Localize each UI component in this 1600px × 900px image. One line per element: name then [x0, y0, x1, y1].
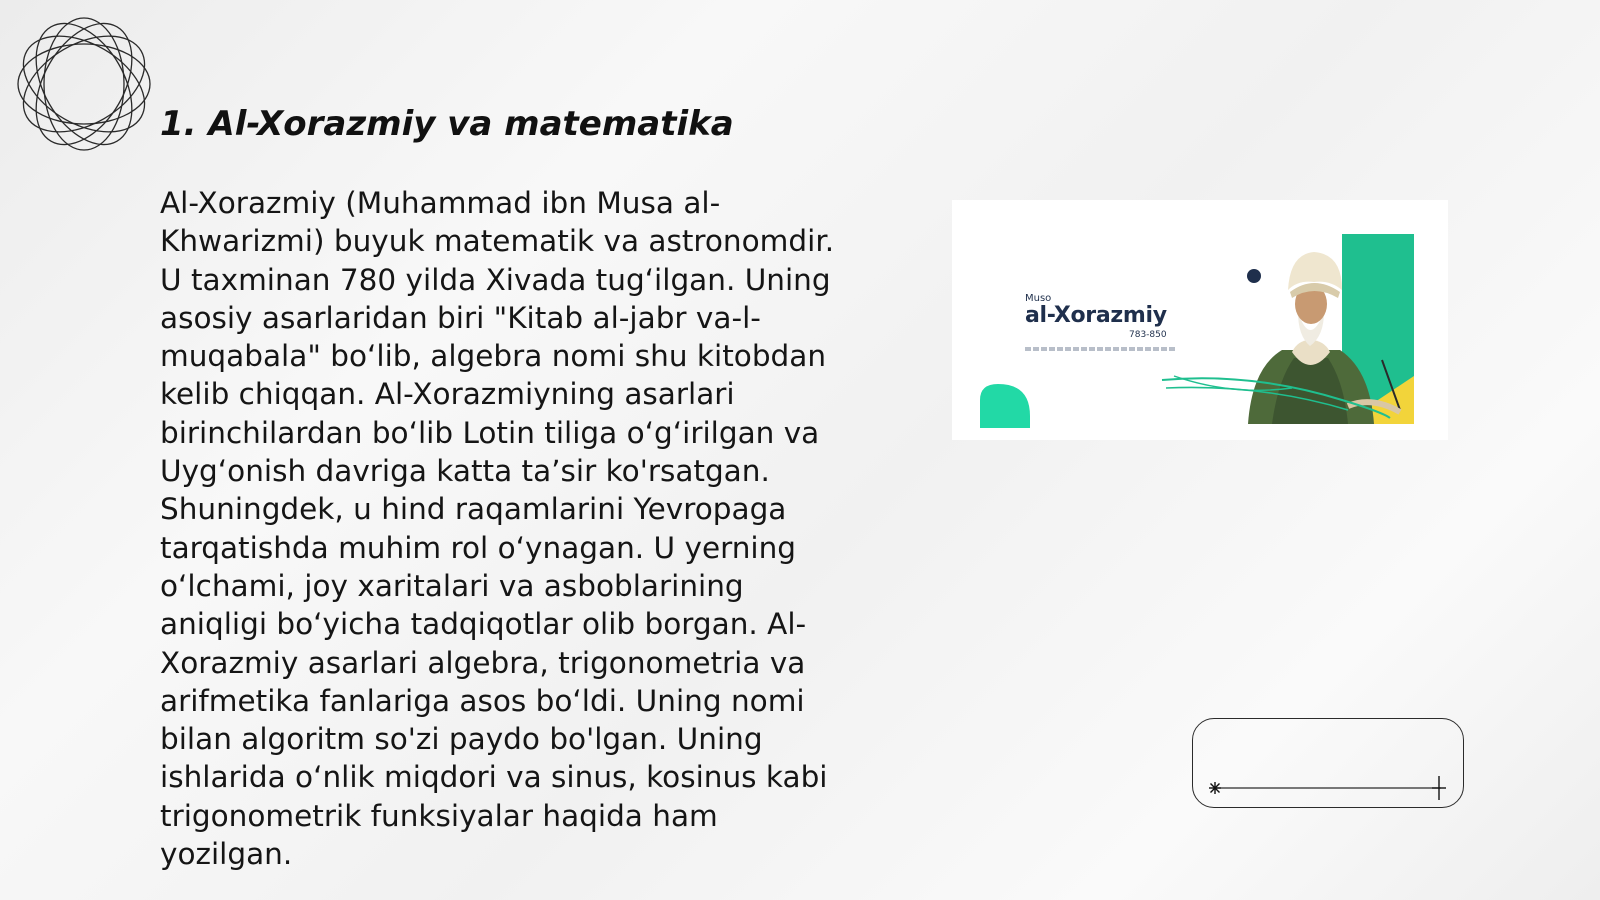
banner-name: al-Xorazmiy [1025, 303, 1167, 328]
body-line: Uyg‘onish davriga katta ta’sir ko'rsatgan. [160, 454, 770, 489]
body-line: muqabala" bo‘lib, algebra nomi shu kitobdan [160, 339, 827, 374]
body-line: aniqligi bo‘yicha tadqiqotlar olib borgan. Al- [160, 607, 807, 642]
slide-title: 1. Al-Xorazmiy va matematika [160, 104, 734, 144]
al-xorazmiy-banner-image [952, 200, 1448, 440]
body-paragraph [160, 184, 860, 873]
body-line: birinchilardan bo‘lib Lotin tiliga o‘g‘irilgan va [160, 415, 820, 450]
decorative-card [1192, 718, 1464, 808]
body-line: asosiy asarlaridan biri "Kitab al-jabr va-l- [160, 300, 761, 335]
body-line: tarqatishda muhim rol o‘ynagan. U yerning [160, 530, 797, 565]
sparkle-icon [1432, 776, 1446, 800]
body-line: kelib chiqqan. Al-Xorazmiyning asarlari [160, 377, 735, 412]
mint-shape [980, 384, 1030, 428]
body-line: bilan algoritm so'zi paydo bo'lgan. Uning [160, 722, 763, 757]
banner-years: 783-850 [1129, 330, 1167, 340]
body-line: ishlarida o‘nlik miqdori va sinus, kosinus kabi [160, 760, 828, 795]
banner-small-label: Muso [1025, 293, 1052, 304]
rosette-icon [10, 10, 158, 158]
body-line: trigonometrik funksiyalar haqida ham [160, 798, 718, 833]
body-line: o‘lchami, joy xaritalari va asboblarining [160, 568, 744, 603]
body-line: U taxminan 780 yilda Xivada tug‘ilgan. Uning [160, 262, 831, 297]
body-line: yozilgan. [160, 837, 293, 872]
star-icon [1209, 782, 1221, 794]
card-artwork [1193, 719, 1465, 809]
banner-subtitle-line [1025, 347, 1175, 351]
navy-dot-shape [1247, 269, 1261, 283]
body-line: Khwarizmi) buyuk matematik va astronomdir. [160, 224, 835, 259]
body-line: Xorazmiy asarlari algebra, trigonometria va [160, 645, 806, 680]
body-line: Al-Xorazmiy (Muhammad ibn Musa al- [160, 186, 721, 220]
body-line: Shuningdek, u hind raqamlarini Yevropaga [160, 492, 787, 527]
body-line: arifmetika fanlariga asos bo‘ldi. Uning nomi [160, 683, 805, 718]
